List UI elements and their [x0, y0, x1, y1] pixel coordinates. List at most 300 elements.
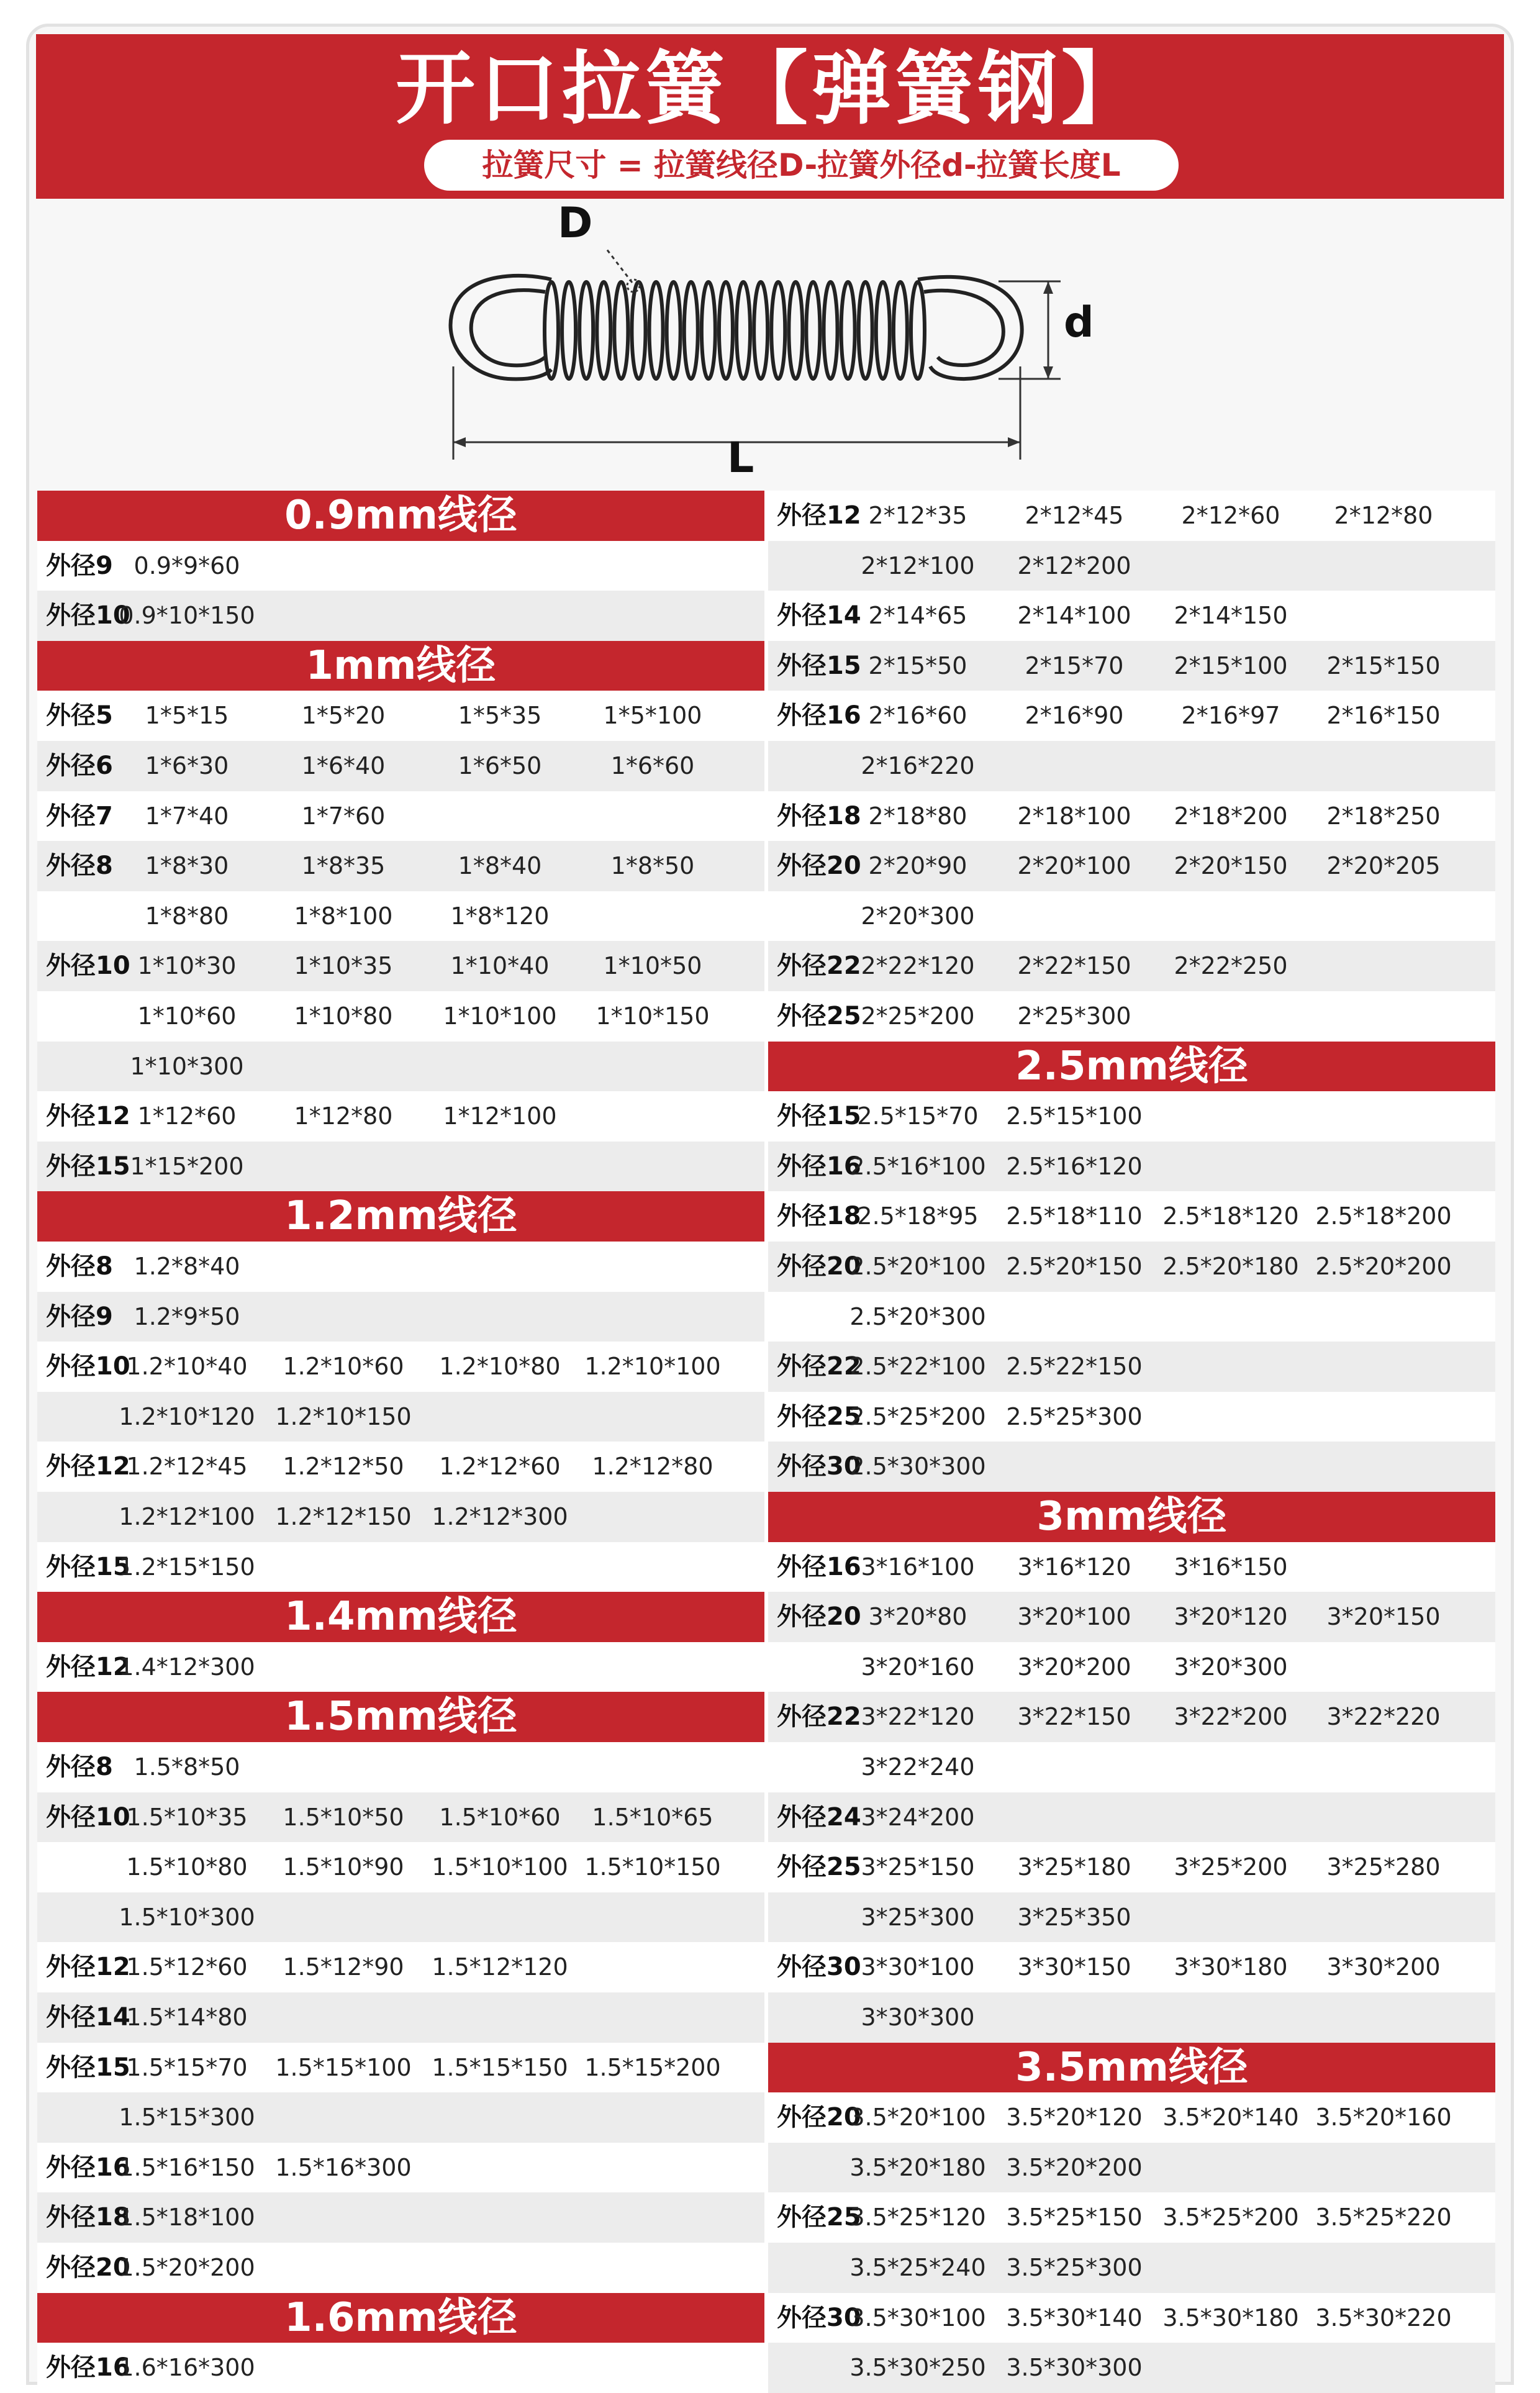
spec-cell: 1.5*12*90 [283, 1953, 404, 1981]
spec-cell: 3*30*300 [861, 2004, 975, 2031]
spec-cell: 1*6*40 [301, 752, 386, 779]
spec-cell: 1*5*20 [301, 702, 386, 730]
spec-cell: 2*22*120 [861, 952, 975, 980]
table-row [768, 1191, 1495, 1242]
section-header [37, 491, 764, 541]
spec-cell: 3*25*150 [861, 1853, 975, 1881]
table-row [37, 1342, 764, 1392]
outer-diameter-label: 外径10 [46, 1802, 130, 1832]
outer-diameter-label: 外径20 [777, 2103, 861, 2132]
spec-cell: 2*12*45 [1025, 502, 1124, 529]
spec-cell: 1*7*40 [145, 802, 229, 830]
section-title: 3mm线径 [1036, 1494, 1227, 1540]
spec-cell: 2*15*50 [868, 652, 967, 679]
table-row [768, 2243, 1495, 2293]
table-row [768, 1692, 1495, 1742]
section-title: 1.6mm线径 [284, 2294, 517, 2341]
coil-turn [789, 282, 802, 379]
outer-diameter-label: 外径18 [777, 801, 861, 830]
table-row [768, 1842, 1495, 1892]
spec-cell: 2.5*15*70 [857, 1102, 979, 1130]
coil-turn [702, 282, 715, 379]
table-row [37, 941, 764, 991]
spec-cell: 3.5*30*250 [849, 2354, 986, 2382]
outer-diameter-label: 外径16 [777, 1552, 861, 1581]
spec-cell: 2.5*22*100 [849, 1353, 986, 1381]
section-title: 2.5mm线径 [1015, 1043, 1248, 1089]
spec-cell: 1.5*8*50 [134, 1753, 240, 1781]
spec-cell: 3*16*100 [861, 1553, 975, 1581]
title-banner [36, 34, 1504, 199]
spec-cell: 1*15*200 [130, 1152, 244, 1180]
spec-cell: 1.5*12*120 [432, 1953, 568, 1981]
spec-cell: 2*25*200 [861, 1002, 975, 1030]
spec-cell: 2.5*16*120 [1006, 1152, 1143, 1180]
spec-cell: 2*16*60 [868, 702, 967, 730]
spec-cell: 1.5*15*70 [126, 2053, 248, 2081]
spec-cell: 1.2*12*50 [283, 1453, 404, 1481]
table-row [768, 1242, 1495, 1292]
spec-cell: 1*8*50 [610, 852, 695, 880]
outer-diameter-label: 外径14 [777, 601, 861, 630]
spec-cell: 1.2*9*50 [134, 1302, 240, 1330]
table-row [37, 1792, 764, 1843]
spec-cell: 3*16*120 [1017, 1553, 1131, 1581]
outer-diameter-label: 外径15 [777, 1102, 861, 1131]
table-row [37, 1042, 764, 1092]
section-header [37, 2293, 764, 2343]
section-title: 1mm线径 [306, 642, 496, 689]
spec-cell: 1.5*10*60 [439, 1803, 561, 1831]
outer-diameter-label: d [1064, 298, 1094, 347]
spec-column-left [37, 491, 764, 2385]
spec-cell: 2.5*30*300 [849, 1453, 986, 1481]
table-row [768, 1091, 1495, 1142]
size-formula: 拉簧尺寸 = 拉簧线径D-拉簧外径d-拉簧长度L [424, 140, 1179, 191]
table-row [768, 1592, 1495, 1642]
table-row [37, 1892, 764, 1943]
coil-turn [597, 282, 610, 379]
spec-cell: 2*20*300 [861, 902, 975, 930]
table-row [37, 1992, 764, 2043]
spec-cell: 2.5*20*100 [849, 1253, 986, 1280]
spec-cell: 1.2*12*45 [126, 1453, 248, 1481]
table-row [37, 2192, 764, 2243]
table-row [768, 541, 1495, 591]
table-row [768, 1292, 1495, 1342]
spec-cell: 2*15*150 [1326, 652, 1441, 679]
spec-cell: 2*12*200 [1017, 552, 1131, 579]
outer-diameter-label: 外径10 [46, 1352, 130, 1381]
spec-cell: 3*20*200 [1017, 1653, 1131, 1681]
table-row [768, 1442, 1495, 1492]
table-row [37, 1142, 764, 1192]
spec-cell: 3.5*25*120 [849, 2204, 986, 2232]
table-row [768, 2143, 1495, 2193]
spec-cell: 3.5*25*300 [1006, 2254, 1143, 2281]
spec-cell: 1.2*12*100 [119, 1503, 255, 1530]
spec-table [37, 491, 1503, 2385]
spec-cell: 1.5*18*100 [119, 2204, 255, 2232]
outer-diameter-label: 外径15 [46, 1151, 130, 1181]
spec-cell: 3*25*200 [1174, 1853, 1288, 1881]
spec-cell: 3*25*180 [1017, 1853, 1131, 1881]
coil-turn [632, 282, 645, 379]
spec-cell: 1*12*60 [137, 1102, 237, 1130]
table-row [768, 1742, 1495, 1792]
spec-cell: 2*16*97 [1181, 702, 1280, 730]
coil-turn [824, 282, 838, 379]
table-row [768, 1942, 1495, 1992]
table-row [37, 1242, 764, 1292]
table-row [37, 791, 764, 842]
section-title: 1.2mm线径 [284, 1193, 517, 1240]
outer-diameter-label: 外径22 [777, 951, 861, 981]
outer-diameter-label: 外径25 [777, 2203, 861, 2232]
spec-cell: 2*14*150 [1174, 602, 1288, 630]
spec-cell: 1.5*10*50 [283, 1803, 404, 1831]
spec-cell: 3*22*240 [861, 1753, 975, 1781]
spec-cell: 1.5*10*100 [432, 1853, 568, 1881]
spec-cell: 2.5*20*300 [849, 1302, 986, 1330]
outer-diameter-label: 外径20 [777, 1602, 861, 1632]
coil-turn [650, 282, 663, 379]
spec-cell: 2*12*60 [1181, 502, 1280, 529]
spec-cell: 1.6*16*300 [119, 2354, 255, 2382]
section-title: 3.5mm线径 [1015, 2044, 1248, 2091]
spec-cell: 3.5*20*160 [1315, 2104, 1452, 2132]
outer-diameter-label: 外径16 [46, 2153, 130, 2182]
section-header [37, 1191, 764, 1242]
coil-turn [859, 282, 872, 379]
spec-cell: 3.5*30*300 [1006, 2354, 1143, 2382]
spec-cell: 1.5*15*300 [119, 2104, 255, 2132]
spec-cell: 3.5*30*100 [849, 2304, 986, 2332]
spec-cell: 1*12*80 [294, 1102, 393, 1130]
spec-cell: 3*30*200 [1326, 1953, 1441, 1981]
spec-cell: 2*20*205 [1326, 852, 1441, 880]
outer-diameter-label: 外径14 [46, 2003, 130, 2032]
table-row [37, 1492, 764, 1542]
spec-cell: 1.5*12*60 [126, 1953, 248, 1981]
section-title: 0.9mm线径 [284, 493, 517, 538]
coil-turn [562, 282, 576, 379]
coil-turn [579, 282, 593, 379]
length-label: L [727, 434, 754, 483]
spec-cell: 2*20*100 [1017, 852, 1131, 880]
table-row [768, 2192, 1495, 2243]
outer-diameter-label: 外径7 [46, 801, 113, 830]
table-row [768, 791, 1495, 842]
spec-cell: 2*12*80 [1334, 502, 1433, 529]
spec-cell: 1*10*80 [294, 1002, 393, 1030]
table-row [37, 1742, 764, 1792]
spec-cell: 3.5*25*200 [1162, 2204, 1299, 2232]
table-row [768, 1392, 1495, 1442]
coil-turn [614, 282, 628, 379]
spec-cell: 1*10*30 [137, 952, 237, 980]
outer-diameter-label: 外径10 [46, 951, 130, 981]
coil-turn [841, 282, 855, 379]
spec-cell: 2*25*300 [1017, 1002, 1131, 1030]
spec-cell: 1.5*10*90 [283, 1853, 404, 1881]
spec-cell: 3*25*280 [1326, 1853, 1441, 1881]
spec-cell: 2*20*90 [868, 852, 967, 880]
table-row [768, 1992, 1495, 2043]
spec-cell: 2*14*100 [1017, 602, 1131, 630]
outer-diameter-label: 外径12 [777, 501, 861, 530]
spec-cell: 2*22*250 [1174, 952, 1288, 980]
table-row [37, 691, 764, 741]
coil-turn [894, 282, 907, 379]
spec-cell: 1.2*15*150 [119, 1553, 255, 1581]
outer-diameter-label: 外径25 [777, 1002, 861, 1030]
outer-diameter-label: 外径9 [46, 551, 113, 580]
outer-diameter-label: 外径18 [777, 1202, 861, 1231]
outer-diameter-label: 外径20 [46, 2253, 130, 2282]
spring-coils [545, 282, 925, 379]
spec-cell: 3*22*120 [861, 1703, 975, 1731]
spec-cell: 3.5*25*150 [1006, 2204, 1143, 2232]
spec-cell: 2*16*220 [861, 752, 975, 779]
outer-diameter-label: 外径16 [46, 2353, 130, 2382]
spec-cell: 2.5*15*100 [1006, 1102, 1143, 1130]
spec-cell: 0.9*10*150 [119, 602, 255, 630]
spec-cell: 1*10*40 [450, 952, 550, 980]
spec-cell: 1.5*15*100 [275, 2053, 412, 2081]
spec-cell: 1*10*35 [294, 952, 393, 980]
spec-cell: 1*10*300 [130, 1052, 244, 1080]
outer-diameter-label: 外径20 [777, 1252, 861, 1281]
spec-cell: 1.2*12*150 [275, 1503, 412, 1530]
spec-cell: 3.5*25*240 [849, 2254, 986, 2281]
outer-diameter-label: 外径30 [777, 1953, 861, 1982]
table-row [37, 591, 764, 641]
outer-diameter-label: 外径18 [46, 2203, 130, 2232]
spec-cell: 2*18*100 [1017, 802, 1131, 830]
table-row [768, 941, 1495, 991]
table-row [768, 1542, 1495, 1592]
spec-cell: 3.5*30*220 [1315, 2304, 1452, 2332]
table-row [768, 691, 1495, 741]
spec-cell: 3.5*20*140 [1162, 2104, 1299, 2132]
section-header [37, 641, 764, 691]
spec-cell: 2*22*150 [1017, 952, 1131, 980]
outer-diameter-label: 外径24 [777, 1802, 861, 1832]
spec-cell: 2.5*20*150 [1006, 1253, 1143, 1280]
outer-diameter-label: 外径9 [46, 1302, 113, 1331]
outer-diameter-label: 外径8 [46, 851, 113, 881]
section-header [768, 2043, 1495, 2093]
table-row [768, 491, 1495, 541]
spec-cell: 1*8*120 [450, 902, 550, 930]
spec-cell: 2*16*150 [1326, 702, 1441, 730]
coil-turn [545, 282, 558, 379]
table-row [37, 2143, 764, 2193]
spring-illustration [36, 199, 1504, 489]
spec-cell: 2.5*18*95 [857, 1202, 979, 1230]
table-row [768, 2343, 1495, 2393]
section-header [37, 1692, 764, 1742]
spec-cell: 3.5*30*140 [1006, 2304, 1143, 2332]
table-row [37, 2092, 764, 2143]
spec-cell: 3*20*120 [1174, 1603, 1288, 1631]
spec-cell: 1.2*10*40 [126, 1353, 248, 1381]
spec-cell: 1*12*100 [443, 1102, 557, 1130]
spec-cell: 3*25*350 [1017, 1903, 1131, 1931]
spec-cell: 1*10*50 [603, 952, 702, 980]
spec-cell: 3*30*180 [1174, 1953, 1288, 1981]
spec-cell: 1*6*30 [145, 752, 229, 779]
spec-cell: 1.5*20*200 [119, 2254, 255, 2281]
table-row [37, 1642, 764, 1692]
spec-cell: 2*15*70 [1025, 652, 1124, 679]
table-row [768, 1792, 1495, 1843]
spec-cell: 1.2*10*60 [283, 1353, 404, 1381]
outer-diameter-label: 外径12 [46, 1953, 130, 1982]
coil-turn [806, 282, 820, 379]
spec-cell: 1*5*35 [458, 702, 542, 730]
spec-cell: 2*12*100 [861, 552, 975, 579]
table-row [768, 1892, 1495, 1943]
spec-cell: 1.2*8*40 [134, 1253, 240, 1280]
outer-diameter-label: 外径22 [777, 1352, 861, 1381]
spec-cell: 1.4*12*300 [119, 1653, 255, 1681]
outer-diameter-label: 外径12 [46, 1102, 130, 1131]
spec-cell: 2*18*80 [868, 802, 967, 830]
table-row [768, 641, 1495, 691]
spec-cell: 2.5*18*110 [1006, 1202, 1143, 1230]
spec-cell: 2*18*250 [1326, 802, 1441, 830]
spec-cell: 1.2*10*120 [119, 1402, 255, 1430]
table-row [768, 741, 1495, 791]
spec-cell: 3.5*20*180 [849, 2153, 986, 2181]
outer-diameter-label: 外径16 [777, 1151, 861, 1181]
outer-diameter-label: 外径6 [46, 752, 113, 780]
table-row [768, 891, 1495, 942]
section-title: 1.4mm线径 [284, 1594, 517, 1640]
spec-cell: 2.5*22*150 [1006, 1353, 1143, 1381]
spec-cell: 2.5*18*120 [1162, 1202, 1299, 1230]
spec-cell: 1*8*35 [301, 852, 386, 880]
spec-cell: 3*16*150 [1174, 1553, 1288, 1581]
table-row [37, 991, 764, 1042]
spec-cell: 1*10*100 [443, 1002, 557, 1030]
page-title: 开口拉簧【弹簧钢】 [395, 43, 1144, 135]
spec-cell: 3*20*80 [868, 1603, 967, 1631]
spec-cell: 2.5*25*300 [1006, 1402, 1143, 1430]
spec-cell: 2.5*16*100 [849, 1152, 986, 1180]
spec-cell: 2*16*90 [1025, 702, 1124, 730]
table-row [37, 1842, 764, 1892]
spec-cell: 1.5*16*150 [119, 2153, 255, 2181]
table-row [37, 1292, 764, 1342]
section-header [37, 1592, 764, 1642]
coil-turn [684, 282, 698, 379]
spec-cell: 3*22*150 [1017, 1703, 1131, 1731]
table-row [37, 541, 764, 591]
spec-cell: 1.5*10*300 [119, 1903, 255, 1931]
outer-diameter-label: 外径15 [46, 1552, 130, 1581]
spec-cell: 1.5*14*80 [126, 2004, 248, 2031]
coil-turn [736, 282, 750, 379]
spec-cell: 1*10*60 [137, 1002, 237, 1030]
spec-cell: 3*22*200 [1174, 1703, 1288, 1731]
table-row [37, 1442, 764, 1492]
table-row [37, 2043, 764, 2093]
table-row [37, 841, 764, 891]
outer-diameter-label: 外径22 [777, 1702, 861, 1732]
outer-diameter-label: 外径12 [46, 1452, 130, 1481]
table-row [768, 1142, 1495, 1192]
spec-cell: 1*8*40 [458, 852, 542, 880]
spec-cell: 1*5*100 [603, 702, 702, 730]
spec-cell: 1*6*60 [610, 752, 695, 779]
spec-cell: 1*8*80 [145, 902, 229, 930]
section-header [768, 1492, 1495, 1542]
spec-cell: 1.2*12*300 [432, 1503, 568, 1530]
spec-cell: 1.2*12*60 [439, 1453, 561, 1481]
spec-cell: 1*8*30 [145, 852, 229, 880]
spec-cell: 3*30*150 [1017, 1953, 1131, 1981]
outer-diameter-label: 外径25 [777, 1853, 861, 1882]
spec-cell: 2*12*35 [868, 502, 967, 529]
spec-column-right [768, 491, 1495, 2385]
spec-cell: 1.5*15*150 [432, 2053, 568, 2081]
spec-cell: 2*18*200 [1174, 802, 1288, 830]
outer-diameter-label: 外径8 [46, 1252, 113, 1281]
outer-diameter-label: 外径16 [777, 701, 861, 730]
spec-cell: 3.5*25*220 [1315, 2204, 1452, 2232]
section-title: 1.5mm线径 [284, 1694, 517, 1740]
table-row [768, 1342, 1495, 1392]
coil-turn [876, 282, 890, 379]
section-header [768, 1042, 1495, 1092]
table-row [37, 2343, 764, 2393]
spec-cell: 1.5*16*300 [275, 2153, 412, 2181]
spec-cell: 3*22*220 [1326, 1703, 1441, 1731]
table-row [37, 891, 764, 942]
spec-cell: 3*20*100 [1017, 1603, 1131, 1631]
spring-diagram [36, 199, 1504, 489]
spec-cell: 3.5*20*200 [1006, 2153, 1143, 2181]
table-row [768, 1642, 1495, 1692]
spec-cell: 1.5*10*150 [584, 1853, 721, 1881]
outer-diameter-label: 外径15 [777, 651, 861, 680]
spec-cell: 1.2*10*150 [275, 1402, 412, 1430]
table-row [37, 2243, 764, 2293]
coil-turn [754, 282, 768, 379]
wire-diameter-label: D [558, 199, 593, 248]
outer-diameter-label: 外径10 [46, 601, 130, 630]
spec-cell: 1.2*10*100 [584, 1353, 721, 1381]
outer-diameter-label: 外径12 [46, 1652, 130, 1681]
spec-cell: 3*20*150 [1326, 1603, 1441, 1631]
spec-cell: 2.5*25*200 [849, 1402, 986, 1430]
spec-cell: 3*25*300 [861, 1903, 975, 1931]
spec-cell: 3.5*30*180 [1162, 2304, 1299, 2332]
coil-turn [911, 282, 925, 379]
spec-cell: 3.5*20*100 [849, 2104, 986, 2132]
outer-diameter-label: 外径20 [777, 851, 861, 881]
spec-cell: 1.5*10*35 [126, 1803, 248, 1831]
table-row [768, 991, 1495, 1042]
spec-cell: 2*14*65 [868, 602, 967, 630]
spec-cell: 1*7*60 [301, 802, 386, 830]
spec-cell: 1.5*15*200 [584, 2053, 721, 2081]
outer-diameter-label: 外径30 [777, 1452, 861, 1481]
outer-diameter-label: 外径5 [46, 701, 113, 730]
